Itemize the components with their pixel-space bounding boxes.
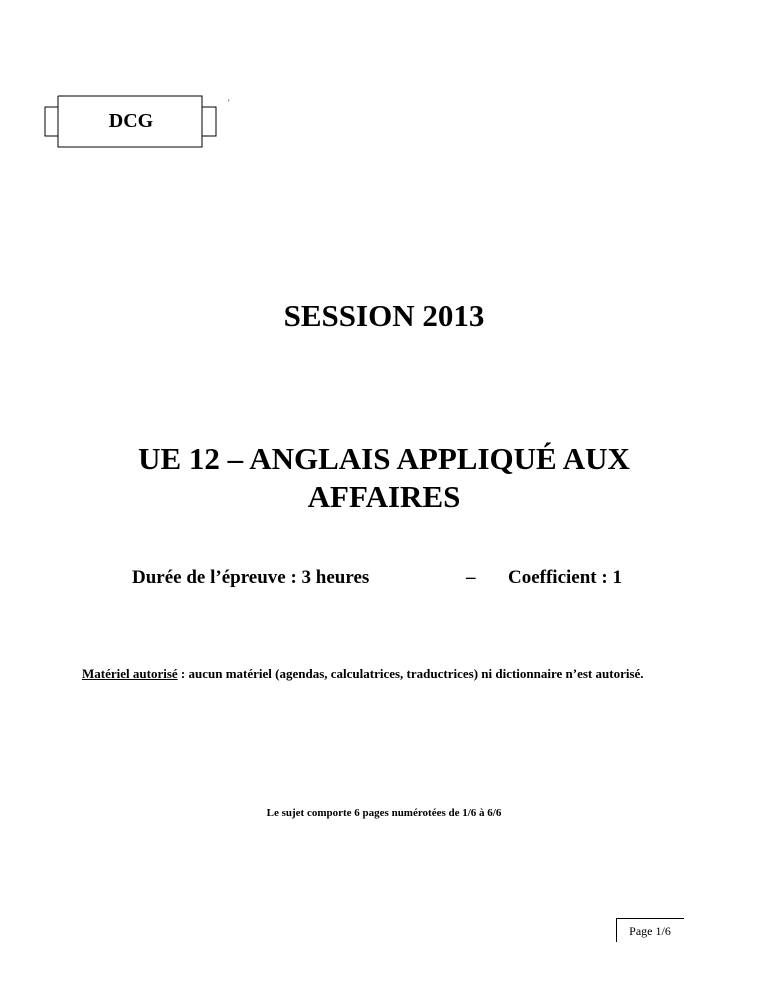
page-number: Page 1/6	[629, 924, 671, 938]
exam-separator: –	[466, 567, 476, 588]
ue-title: UE 12 – ANGLAIS APPLIQUÉ AUX AFFAIRES	[138, 441, 630, 514]
sujet-note: Le sujet comporte 6 pages numérotées de 1/6 à 6/6	[266, 807, 502, 819]
dcg-badge	[44, 95, 218, 148]
exam-info-row	[0, 566, 768, 590]
tick-mark: '	[228, 98, 230, 108]
badge-label: DCG	[108, 110, 154, 132]
materiel-paragraph	[82, 664, 682, 683]
materiel-label: Matériel autorisé	[82, 666, 178, 681]
session-title: SESSION 2013	[283, 298, 485, 333]
exam-duration: Durée de l’épreuve : 3 heures	[132, 567, 370, 588]
exam-coefficient: Coefficient : 1	[508, 567, 622, 588]
page-number-box	[616, 918, 684, 942]
materiel-text: : aucun matériel (agendas, calculatrices, traductrices) ni dictionnaire n’est autorisé.	[177, 666, 644, 681]
